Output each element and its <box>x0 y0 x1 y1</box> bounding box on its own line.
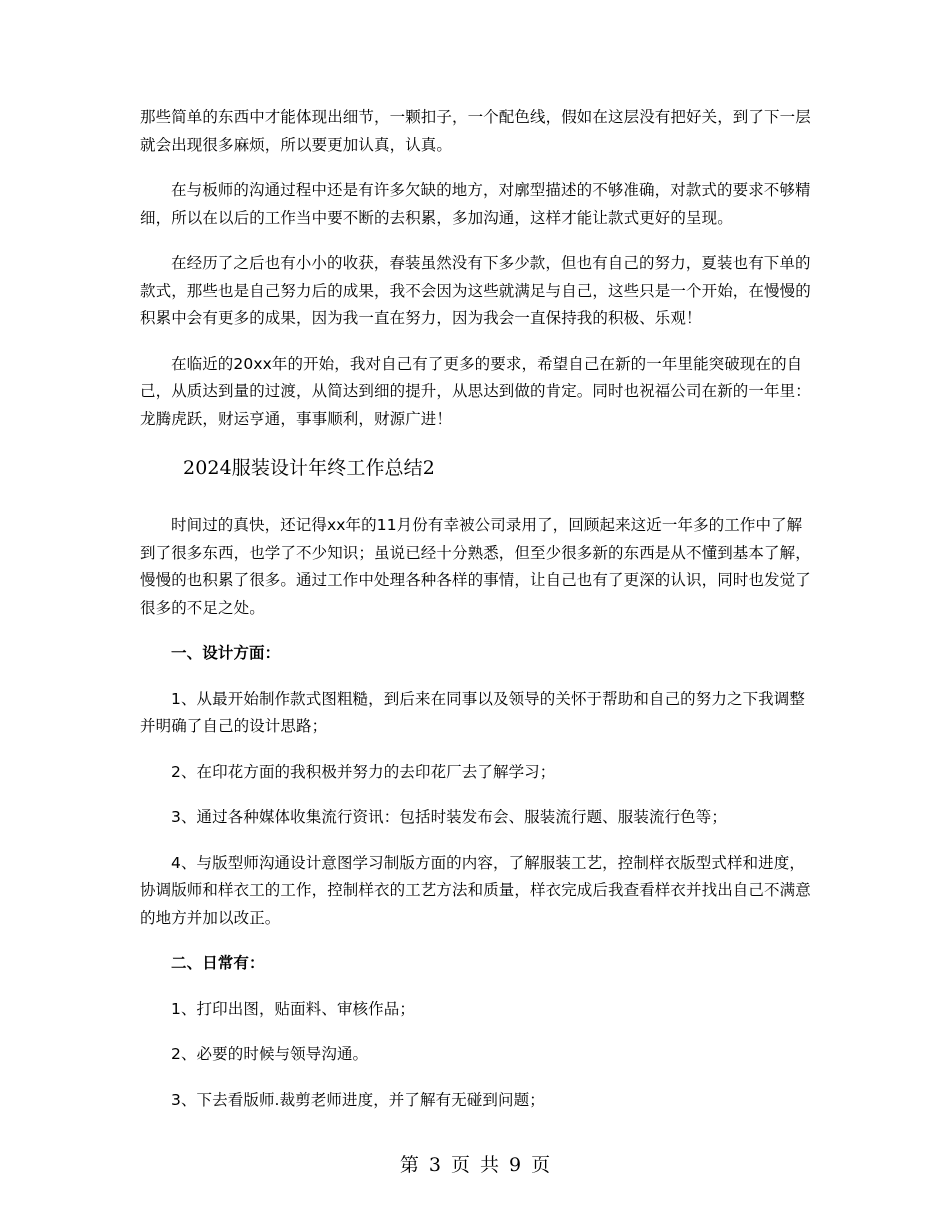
body-paragraph: 在与板师的沟通过程中还是有许多欠缺的地方，对廓型描述的不够准确，对款式的要求不够精细，所以在以后的工作当中要不断的去积累，多加沟通，这样才能让款式更好的呈现。 <box>140 181 811 227</box>
body-paragraph: 在经历了之后也有小小的收获，春装虽然没有下多少款，但也有自己的努力，夏装也有下单的款式，那些也是自己努力后的成果，我不会因为这些就满足与自己，这些只是一个开始，在慢慢的积累中会有更多的成果，因为我一直在努力，因为我会一直保持我的积极、乐观！ <box>140 254 811 327</box>
list-item: 1、打印出图，贴面料、审核作品； <box>171 999 415 1018</box>
page-number: 第 3 页 共 9 页 <box>399 1154 551 1176</box>
list-item: 2、必要的时候与领导沟通。 <box>171 1045 369 1063</box>
list-item: 3、下去看版师.裁剪老师进度，并了解有无碰到问题； <box>171 1090 545 1109</box>
body-paragraph: 那些简单的东西中才能体现出细节，一颗扣子，一个配色线，假如在这层没有把好关，到了下一层就会出现很多麻烦，所以要更加认真，认真。 <box>140 108 811 154</box>
list-item: 1、从最开始制作款式图粗糙，到后来在同事以及领导的关怀于帮助和自己的努力之下我调整并明确了自己的设计思路； <box>140 689 805 735</box>
section-title: 2024服装设计年终工作总结2 <box>183 457 435 479</box>
list-item: 4、与版型师沟通设计意图学习制版方面的内容，了解服装工艺，控制样衣版型式样和进度，协调版师和样衣工的工作，控制样衣的工艺方法和质量，样衣完成后我查看样衣并找出自己不满意的地方并加以改正。 <box>140 853 811 927</box>
intro-paragraph: 时间过的真快，还记得xx年的11月份有幸被公司录用了，回顾起来这近一年多的工作中了解到了很多东西，也学了不少知识；虽说已经十分熟悉，但至少很多新的东西是从不懂到基本了解，慢慢的也积累了很多。通过工作中处理各种各样的事情，让自己也有了更深的认识，同时也发觉了很多的不足之处。 <box>140 516 811 617</box>
body-paragraph: 在临近的20xx年的开始，我对自己有了更多的要求，希望自己在新的一年里能突破现在的自己，从质达到量的过渡，从简达到细的提升，从思达到做的肯定。同时也祝福公司在新的一年里：龙腾虎跃，财运亨通，事事顺利，财源广进！ <box>140 354 811 428</box>
list-item: 3、通过各种媒体收集流行资讯：包括时装发布会、服装流行题、服装流行色等； <box>171 808 727 826</box>
page-content <box>140 104 816 1114</box>
design-heading: 一、设计方面： <box>171 644 281 662</box>
list-item: 2、在印花方面的我积极并努力的去印花厂去了解学习； <box>171 762 556 781</box>
daily-heading: 二、日常有： <box>171 954 265 972</box>
